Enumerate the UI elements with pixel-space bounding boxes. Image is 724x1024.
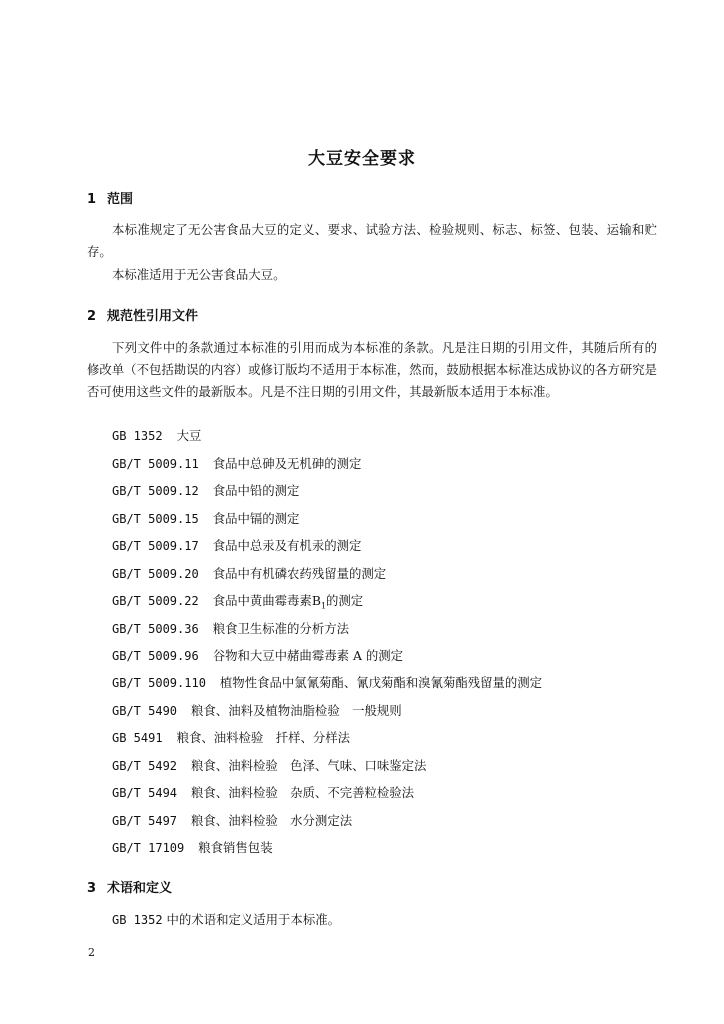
- reference-item: [112, 536, 361, 554]
- section-title: 术语和定义: [107, 881, 173, 896]
- page-number: 2: [88, 946, 95, 959]
- scope-paragraph-2: 本标准适用于无公害食品大豆。: [112, 267, 286, 282]
- reference-item: [112, 619, 349, 637]
- reference-item: [112, 673, 542, 691]
- reference-code: GB/T 5009.11: [112, 457, 199, 471]
- terms-paragraph: [112, 910, 340, 928]
- terms-text: 中的术语和定义适用于本标准。: [166, 912, 340, 927]
- section-number: 3: [87, 881, 97, 896]
- reference-item: [112, 728, 350, 746]
- section-3-heading: [87, 877, 172, 896]
- reference-title: 粮食销售包装: [198, 840, 273, 855]
- section-number: 1: [87, 192, 97, 207]
- reference-code: GB/T 5494: [112, 786, 178, 800]
- section-number: 2: [87, 309, 97, 324]
- reference-code: GB/T 5492: [112, 759, 178, 773]
- reference-item: [112, 426, 201, 444]
- reference-item: [112, 756, 426, 774]
- references-intro: 下列文件中的条款通过本标准的引用而成为本标准的条款。凡是注日期的引用文件，其随后所有的修改单（不包括勘误的内容）或修订版均不适用于本标准，然而，鼓励根据本标准达成协议的各方研究是否可使用这些文件的最新版本。凡是不注日期的引用文件，其最新版本适用于本标准。: [87, 340, 657, 399]
- section-2-heading: [87, 305, 198, 324]
- page-title: 大豆安全要求: [308, 149, 416, 169]
- reference-title: 食品中总汞及有机汞的测定: [212, 538, 362, 553]
- reference-title: 植物性食品中氯氰菊酯、氰戊菊酯和溴氰菊酯残留量的测定: [219, 675, 543, 690]
- reference-title: 食品中镉的测定: [212, 511, 300, 526]
- section-title: 范围: [107, 192, 134, 207]
- reference-title: 粮食卫生标准的分析方法: [212, 621, 349, 636]
- section-title: 规范性引用文件: [107, 309, 199, 324]
- reference-item: [112, 646, 403, 664]
- reference-code: GB/T 5497: [112, 814, 178, 828]
- section-1-heading: [87, 188, 133, 207]
- reference-title: 粮食、油料检验 色泽、气味、口味鉴定法: [191, 758, 427, 773]
- reference-code: GB/T 5009.36: [112, 622, 199, 636]
- reference-title-symbol: B: [311, 593, 321, 608]
- reference-code: GB/T 17109: [112, 841, 185, 855]
- reference-code: GB/T 5490: [112, 704, 178, 718]
- reference-item: [112, 509, 299, 527]
- reference-title: 粮食、油料及植物油脂检验 一般规则: [191, 703, 402, 718]
- reference-code: GB/T 5009.12: [112, 484, 199, 498]
- reference-title-subscript: 1: [320, 601, 327, 611]
- reference-item: [112, 564, 386, 582]
- reference-item: [112, 838, 273, 856]
- reference-title: 食品中黄曲霉毒素: [212, 593, 312, 608]
- reference-code: GB/T 5009.20: [112, 567, 199, 581]
- reference-code: GB/T 5009.15: [112, 512, 199, 526]
- reference-code: GB 5491: [112, 731, 163, 745]
- reference-item: [112, 454, 361, 472]
- reference-title: 谷物和大豆中赭曲霉毒素 A 的测定: [212, 648, 403, 663]
- reference-title: 大豆: [176, 428, 202, 443]
- reference-item: [112, 811, 352, 829]
- reference-title: 食品中铅的测定: [212, 483, 300, 498]
- reference-title: 食品中有机磷农药残留量的测定: [212, 566, 387, 581]
- reference-title: 食品中总砷及无机砷的测定: [212, 456, 362, 471]
- reference-item: [112, 783, 414, 801]
- reference-code: GB 1352: [112, 429, 163, 443]
- reference-title: 粮食、油料检验 杂质、不完善粒检验法: [191, 785, 415, 800]
- reference-title: 粮食、油料检验 水分测定法: [191, 813, 353, 828]
- reference-item: [112, 481, 299, 499]
- reference-item: [112, 591, 363, 610]
- scope-paragraph-1: 本标准规定了无公害食品大豆的定义、要求、试验方法、检验规则、标志、标签、包装、运输和贮存。: [87, 222, 657, 259]
- reference-code: GB/T 5009.110: [112, 676, 206, 690]
- reference-title: 粮食、油料检验 扦样、分样法: [176, 730, 351, 745]
- reference-code: GB/T 5009.96: [112, 649, 199, 663]
- terms-code: GB 1352: [112, 913, 163, 927]
- reference-code: GB/T 5009.22: [112, 594, 199, 608]
- reference-item: [112, 701, 402, 719]
- reference-title-suffix: 的测定: [326, 593, 364, 608]
- reference-code: GB/T 5009.17: [112, 539, 199, 553]
